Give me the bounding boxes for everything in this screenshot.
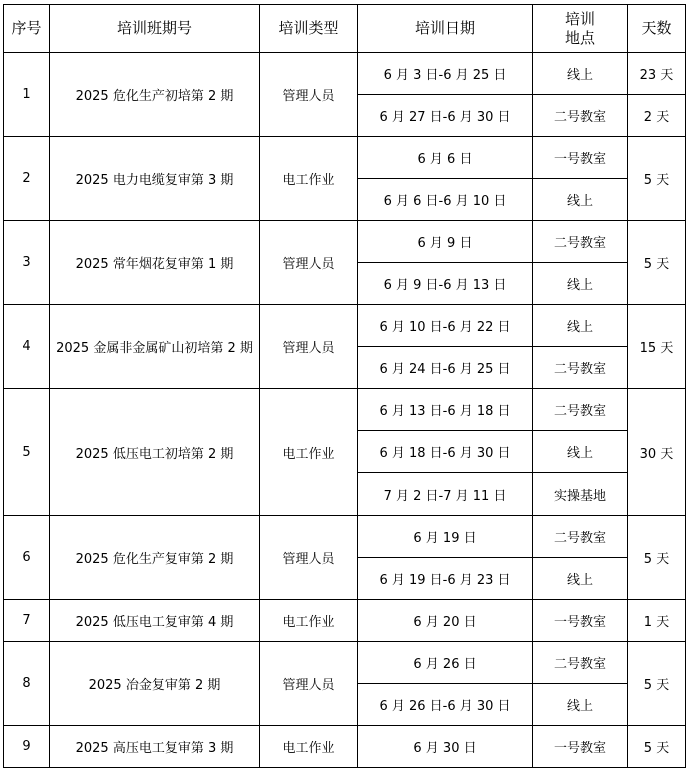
cell-days: 30 天 [628, 389, 686, 516]
cell-days: 5 天 [628, 642, 686, 726]
cell-date: 6 月 26 日-6 月 30 日 [358, 684, 533, 726]
cell-type: 电工作业 [260, 600, 358, 642]
cell-date: 6 月 30 日 [358, 726, 533, 768]
table-row [4, 600, 686, 642]
cell-seq: 9 [4, 726, 50, 768]
cell-location: 实操基地 [533, 473, 628, 516]
cell-date: 6 月 9 日 [358, 221, 533, 263]
cell-type: 电工作业 [260, 389, 358, 516]
cell-seq: 8 [4, 642, 50, 726]
header-type: 培训类型 [260, 5, 358, 53]
table-row [4, 516, 686, 558]
cell-date: 6 月 3 日-6 月 25 日 [358, 53, 533, 95]
cell-type: 管理人员 [260, 305, 358, 389]
header-location-line2: 地点 [564, 28, 595, 47]
cell-date: 6 月 27 日-6 月 30 日 [358, 95, 533, 137]
cell-location: 二号教室 [533, 347, 628, 389]
cell-date: 6 月 6 日-6 月 10 日 [358, 179, 533, 221]
table-row [4, 53, 686, 95]
cell-date: 6 月 19 日-6 月 23 日 [358, 558, 533, 600]
cell-location: 线上 [533, 305, 628, 347]
cell-date: 6 月 9 日-6 月 13 日 [358, 263, 533, 305]
cell-location: 二号教室 [533, 95, 628, 137]
cell-type: 管理人员 [260, 53, 358, 137]
cell-location: 线上 [533, 684, 628, 726]
cell-days: 1 天 [628, 600, 686, 642]
cell-date: 6 月 20 日 [358, 600, 533, 642]
cell-location: 二号教室 [533, 642, 628, 684]
cell-date: 6 月 26 日 [358, 642, 533, 684]
cell-seq: 3 [4, 221, 50, 305]
cell-type: 电工作业 [260, 137, 358, 221]
table-row [4, 305, 686, 347]
cell-class-name: 2025 常年烟花复审第 1 期 [50, 221, 260, 305]
cell-days: 23 天 [628, 53, 686, 95]
cell-location: 线上 [533, 53, 628, 95]
cell-location: 二号教室 [533, 221, 628, 263]
cell-class-name: 2025 高压电工复审第 3 期 [50, 726, 260, 768]
header-seq: 序号 [4, 5, 50, 53]
cell-days: 5 天 [628, 137, 686, 221]
cell-seq: 6 [4, 516, 50, 600]
cell-date: 7 月 2 日-7 月 11 日 [358, 473, 533, 516]
cell-seq: 4 [4, 305, 50, 389]
cell-date: 6 月 6 日 [358, 137, 533, 179]
cell-days: 5 天 [628, 221, 686, 305]
header-row [4, 5, 686, 53]
cell-type: 管理人员 [260, 221, 358, 305]
cell-seq: 1 [4, 53, 50, 137]
cell-type: 电工作业 [260, 726, 358, 768]
header-date: 培训日期 [358, 5, 533, 53]
cell-location: 线上 [533, 431, 628, 473]
cell-location: 二号教室 [533, 516, 628, 558]
table-header [4, 5, 686, 53]
cell-class-name: 2025 危化生产初培第 2 期 [50, 53, 260, 137]
cell-seq: 5 [4, 389, 50, 516]
cell-class-name: 2025 低压电工初培第 2 期 [50, 389, 260, 516]
cell-date: 6 月 19 日 [358, 516, 533, 558]
cell-date: 6 月 18 日-6 月 30 日 [358, 431, 533, 473]
table-row [4, 221, 686, 263]
header-location-line1: 培训 [564, 9, 595, 28]
cell-location: 二号教室 [533, 389, 628, 431]
table-row [4, 642, 686, 684]
cell-seq: 7 [4, 600, 50, 642]
cell-type: 管理人员 [260, 516, 358, 600]
header-location [533, 5, 628, 53]
cell-location: 一号教室 [533, 726, 628, 768]
cell-location: 线上 [533, 263, 628, 305]
cell-class-name: 2025 低压电工复审第 4 期 [50, 600, 260, 642]
cell-days: 5 天 [628, 516, 686, 600]
cell-class-name: 2025 电力电缆复审第 3 期 [50, 137, 260, 221]
table-row [4, 389, 686, 431]
header-class-name: 培训班期号 [50, 5, 260, 53]
table-row [4, 137, 686, 179]
cell-class-name: 2025 金属非金属矿山初培第 2 期 [50, 305, 260, 389]
cell-date: 6 月 24 日-6 月 25 日 [358, 347, 533, 389]
cell-location: 线上 [533, 558, 628, 600]
cell-type: 管理人员 [260, 642, 358, 726]
cell-location: 线上 [533, 179, 628, 221]
cell-days: 5 天 [628, 726, 686, 768]
table-body [4, 53, 686, 768]
cell-location: 一号教室 [533, 600, 628, 642]
header-days: 天数 [628, 5, 686, 53]
cell-class-name: 2025 冶金复审第 2 期 [50, 642, 260, 726]
cell-days: 15 天 [628, 305, 686, 389]
cell-date: 6 月 13 日-6 月 18 日 [358, 389, 533, 431]
cell-location: 一号教室 [533, 137, 628, 179]
cell-seq: 2 [4, 137, 50, 221]
cell-class-name: 2025 危化生产复审第 2 期 [50, 516, 260, 600]
cell-date: 6 月 10 日-6 月 22 日 [358, 305, 533, 347]
table-row [4, 726, 686, 768]
training-schedule-table [3, 4, 686, 768]
cell-days: 2 天 [628, 95, 686, 137]
